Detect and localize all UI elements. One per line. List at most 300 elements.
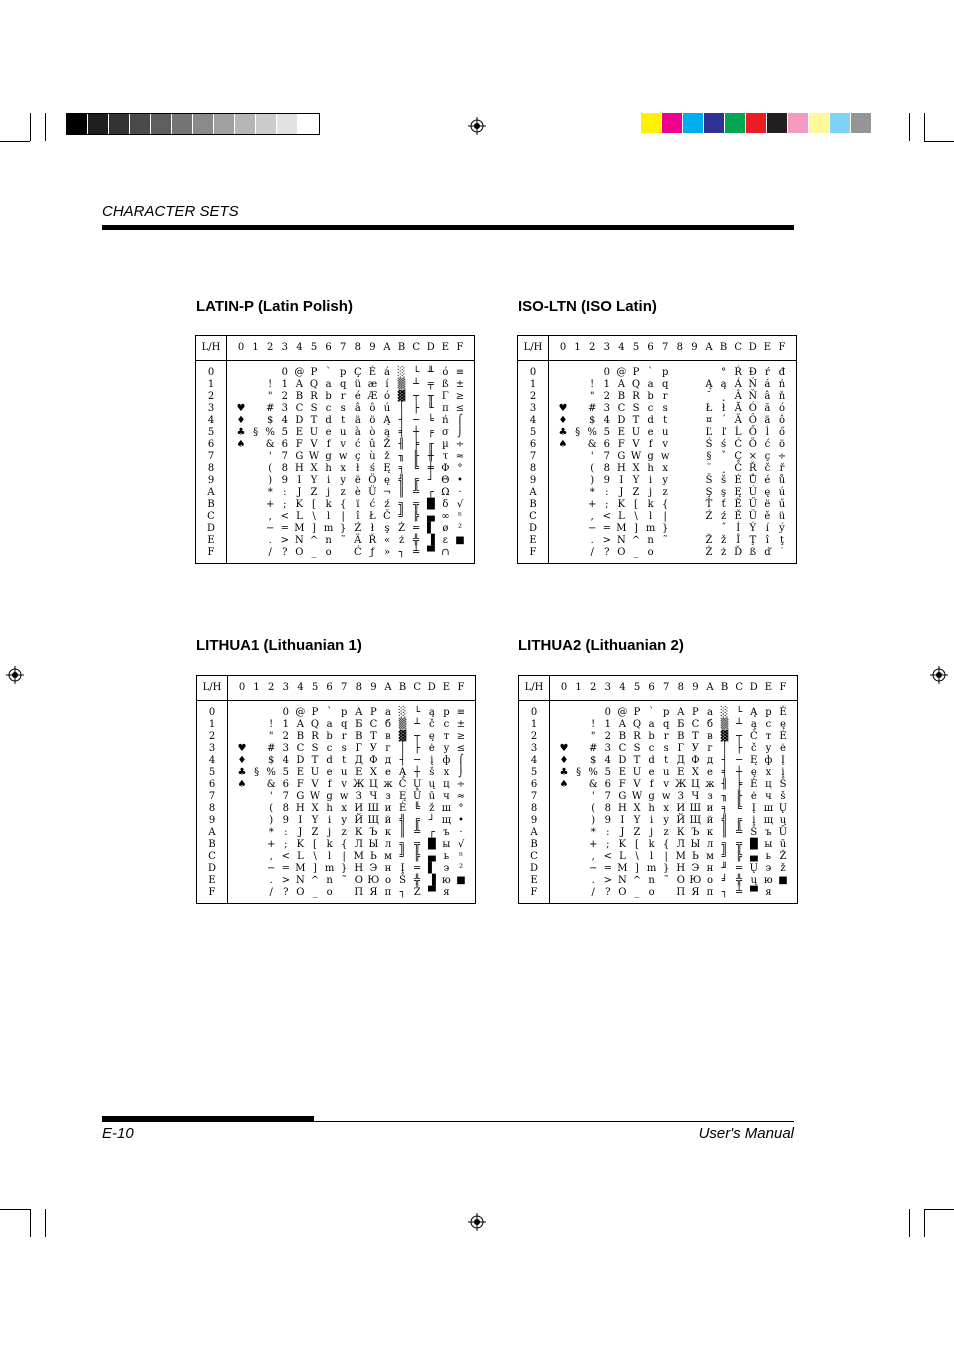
character-cell: G [618,791,627,802]
character-cell: . [591,875,595,886]
character-cell: ö [778,439,786,450]
character-cell: ° [457,463,463,474]
character-cell: < [603,851,612,862]
character-cell: R [632,391,640,402]
character-cell: 2 [603,391,610,402]
character-cell: ▒ [720,719,729,730]
character-cell: ď [764,547,771,558]
character-cell: á [764,379,771,390]
table-corner-label: L/H [197,676,228,700]
character-cell: Š [750,827,758,838]
column-header: 9 [369,342,376,353]
character-cell: ц [765,779,772,790]
character-cell: ç [764,451,771,462]
character-cell: ╝ [398,511,405,522]
character-cell: ø [442,523,449,534]
character-cell: 0 [603,367,610,378]
character-cell: n [325,535,332,546]
character-cell: / [590,547,594,558]
character-cell: F [618,779,626,790]
character-cell: w [661,791,671,802]
character-cell: Ę [750,755,758,766]
column-header: 2 [590,682,597,693]
table-title-lithua2: LITHUA2 (Lithuanian 2) [518,637,684,654]
character-cell: Ą [705,379,713,390]
column-header: F [779,682,787,693]
character-cell: k [647,499,654,510]
character-cell: ž [384,451,390,462]
row-header: 8 [530,803,538,814]
character-cell: W [308,451,320,462]
character-cell: ś [369,463,375,474]
character-cell: H [295,463,304,474]
character-cell: ę [764,487,771,498]
character-cell: ц [443,779,450,790]
character-cell: . [590,535,594,546]
character-cell: Į [400,863,405,874]
column-header: D [427,682,436,693]
crop-mark [0,1209,30,1210]
character-cell: V [310,439,318,450]
column-header: 3 [604,682,611,693]
character-cell: Ė [398,803,407,814]
character-cell: ę [780,719,786,730]
character-cell: > [280,535,289,546]
character-cell: Ą [383,415,391,426]
character-cell: ┬ [414,731,421,742]
character-cell: Ł [705,403,713,414]
character-cell: τ [442,451,449,462]
character-cell: 3 [603,403,610,414]
character-cell: ? [605,887,611,898]
character-cell: ╗ [398,499,405,510]
character-cell: ♦ [236,415,246,426]
character-cell: Т [370,731,377,742]
character-cell: └ [736,707,743,718]
character-cell: # [587,403,597,414]
character-cell: ž [429,803,435,814]
character-cell: c [326,743,333,754]
color-swatch [830,113,851,133]
character-cell: ╛ [721,875,728,886]
character-cell: к [384,827,392,838]
character-cell: ) [590,475,595,486]
character-cell: m [646,863,657,874]
character-cell: O [296,887,305,898]
character-cell: 0 [281,367,288,378]
row-header: B [207,499,215,510]
character-cell: щ [441,815,452,826]
character-cell: c [647,403,654,414]
character-cell: A [295,379,303,390]
character-cell: » [383,547,391,558]
color-swatch [298,114,319,134]
character-cell: × [748,451,757,462]
character-cell: ć [369,499,376,510]
character-cell: I [620,815,625,826]
character-cell: д [384,755,392,766]
row-header: 1 [208,719,216,730]
character-cell: ą [750,719,757,730]
character-cell: D [617,415,626,426]
gray-color-bar [66,113,320,135]
character-cell: ▀ [426,547,435,558]
table-corner-label: L/H [518,336,549,360]
character-cell: Ę [734,487,742,498]
column-header: 4 [296,342,303,353]
row-header: 7 [207,451,215,462]
character-cell: " [590,731,596,742]
character-cell: ╦ [414,839,421,850]
column-header: 3 [282,682,289,693]
character-cell: Ž [383,439,391,450]
character-cell: ˘ [706,391,712,402]
character-cell: ë [764,499,771,510]
character-cell: ╕ [398,463,405,474]
character-cell: 6 [281,439,288,450]
character-cell: ь [765,851,772,862]
character-cell: ` [648,367,654,378]
character-cell: ß [442,379,449,390]
character-cell: Ъ [691,827,700,838]
character-cell: ū [779,839,787,850]
crop-mark [45,113,46,141]
character-cell: 0 [604,707,611,718]
character-cell: § [576,767,582,778]
character-cell: | [664,851,668,862]
row-header: D [206,523,216,534]
character-cell: U [310,767,320,778]
character-cell: S [632,403,640,414]
row-header: 2 [529,391,537,402]
color-swatch [130,114,151,134]
character-cell: $ [590,755,597,766]
character-cell: Ţ [749,535,757,546]
character-cell: Y [311,815,319,826]
character-cell: Y [632,475,640,486]
character-cell: { [341,839,348,850]
character-cell: R [633,731,641,742]
character-cell: ( [590,463,595,474]
character-cell: ♠ [237,779,247,790]
character-cell: ^ [632,875,642,886]
character-cell: ¨ [706,463,712,474]
manual-title: User's Manual [698,1125,794,1142]
character-cell: 9 [281,475,288,486]
row-header: 7 [529,451,537,462]
character-cell: F [296,779,304,790]
character-cell: Ы [690,839,701,850]
character-cell: w [660,451,670,462]
character-cell: â [354,403,361,414]
character-cell: Б [355,719,363,730]
character-cell: = [281,863,290,874]
row-header: 6 [530,779,538,790]
character-cell: p [340,707,348,718]
character-cell: − [265,523,275,534]
character-cell: o [325,547,332,558]
character-cell: F [617,439,625,450]
row-header: 1 [530,719,538,730]
character-cell: T [310,415,318,426]
column-header: B [397,342,406,353]
color-swatch [277,114,298,134]
character-cell: █ [426,499,435,510]
column-header: C [413,682,422,693]
row-header: 0 [208,707,216,718]
character-cell: г [707,743,713,754]
character-cell: , [269,851,273,862]
character-cell: п [384,887,392,898]
character-cell: Č [398,779,407,790]
column-header: D [748,342,757,353]
character-cell: h [647,463,654,474]
character-cell: | [341,511,345,522]
character-cell: ╠ [736,851,743,862]
character-cell: О [676,875,685,886]
character-cell: g [326,791,333,802]
character-cell: i [327,815,332,826]
character-cell: ^ [309,535,319,546]
character-cell: N [296,875,305,886]
character-cell: ò [369,427,376,438]
character-cell: ╧ [413,547,420,558]
color-swatch [214,114,235,134]
row-header: C [529,511,537,522]
character-cell: M [294,523,305,534]
character-cell: & [266,779,276,790]
character-cell: Ų [412,779,422,790]
character-cell: P [311,707,319,718]
character-cell: Я [369,887,378,898]
character-cell: V [311,779,319,790]
character-cell: ŕ [765,367,770,378]
row-header: D [528,523,538,534]
character-cell: Ś [705,439,713,450]
character-cell: % [588,767,598,778]
character-cell: ' [590,451,594,462]
character-cell: л [706,839,714,850]
character-cell: ♣ [558,427,568,438]
character-cell: ы [442,839,451,850]
character-cell: ┌ [427,487,434,498]
row-header: 8 [208,803,216,814]
character-cell: 1 [603,379,610,390]
character-cell: w [339,791,349,802]
character-cell: 8 [281,463,288,474]
character-cell: ╬ [413,535,420,546]
character-cell: \ [634,511,638,522]
character-cell: Ш [689,803,702,814]
character-cell: T [633,755,641,766]
character-cell: ╗ [721,839,728,850]
character-cell: ─ [414,755,421,766]
character-cell: └ [413,367,420,378]
character-cell: C [618,743,627,754]
character-cell: # [265,403,275,414]
character-cell: а [707,707,713,718]
character-cell: š [780,791,786,802]
character-cell: ⌠ [458,755,464,766]
character-cell: и [706,803,714,814]
character-cell: Ж [675,779,687,790]
character-cell: U [632,767,642,778]
character-cell: Ų [778,803,788,814]
character-cell: î [765,535,769,546]
character-cell: 4 [281,415,288,426]
character-cell: u [661,427,669,438]
character-cell: D [295,415,304,426]
character-cell: 1 [282,719,289,730]
character-cell: ╠ [414,851,421,862]
character-cell: Ô [748,415,757,426]
character-cell: [ [634,499,638,510]
character-cell: ü [778,511,786,522]
character-cell: A [617,379,625,390]
character-cell: ╖ [721,791,728,802]
character-cell: Č [383,511,391,522]
character-cell: ╔ [414,815,421,826]
character-cell: ♠ [558,439,568,450]
character-cell: y [663,815,670,826]
character-cell: $ [589,415,596,426]
color-swatch [256,114,277,134]
character-cell: ; [606,839,610,850]
character-cell: k [326,839,333,850]
column-header: 1 [253,682,260,693]
character-cell: 6 [282,779,289,790]
character-cell: ▐ [426,535,435,546]
character-cell: > [281,875,290,886]
character-cell: Ь [692,851,699,862]
character-cell: ╨ [427,367,434,378]
character-cell: ч [443,791,450,802]
character-cell: ý [779,523,785,534]
row-header: 4 [530,755,538,766]
character-cell: T [311,755,319,766]
character-cell: Э [691,863,700,874]
row-header: 6 [529,439,537,450]
character-cell: d [647,415,654,426]
character-cell: я [443,887,450,898]
character-cell: Ž [705,535,713,546]
row-header: 5 [529,427,537,438]
character-cell: E [295,427,304,438]
character-cell: J [620,827,625,838]
character-cell: м [384,851,392,862]
table-corner-label: L/H [519,676,550,700]
character-cell: ă [764,403,771,414]
character-cell: ╚ [736,803,743,814]
row-header: 5 [208,767,216,778]
registration-mark-icon [930,666,948,684]
character-cell: ╣ [399,815,406,826]
character-cell: í [765,523,769,534]
character-cell: ų [750,875,758,886]
character-cell: ╬ [736,875,743,886]
character-cell: Ė [779,707,787,718]
character-cell: ë [354,475,361,486]
column-header: C [734,342,743,353]
character-cell: { [340,499,347,510]
character-cell: d [325,415,332,426]
character-cell: 2 [282,731,289,742]
character-cell: Q [310,719,320,730]
character-cell: É [734,475,742,486]
color-swatch [193,114,214,134]
character-cell: r [662,391,668,402]
character-cell: т [765,731,772,742]
character-cell: ° [721,367,727,378]
character-cell: 2 [604,731,611,742]
character-cell: · [458,487,462,498]
row-header: E [529,535,537,546]
row-header: F [208,887,216,898]
character-cell: ╕ [721,803,728,814]
character-cell: J [619,487,624,498]
character-cell: ⁿ [457,511,463,522]
row-header: 5 [530,767,538,778]
character-cell: л [384,839,392,850]
character-cell: ⌠ [457,415,463,426]
character-cell: ő [778,427,786,438]
character-cell: М [353,851,364,862]
character-cell: ж [383,779,393,790]
character-cell: ╫ [427,451,434,462]
character-cell: q [661,379,669,390]
color-swatch [788,113,809,133]
column-header: E [442,682,451,693]
character-cell: D [296,755,305,766]
character-cell: ≤ [455,403,465,414]
row-header: 6 [207,439,215,450]
character-cell: ≈ [456,791,466,802]
character-cell: f [327,779,332,790]
character-cell: * [589,487,595,498]
character-cell: Đ [748,367,757,378]
character-cell: ♥ [559,743,569,754]
character-cell: h [325,463,332,474]
character-cell: ö [369,415,376,426]
character-cell: j [649,487,653,498]
character-cell: С [691,719,700,730]
column-header: 2 [589,342,596,353]
character-cell: 7 [604,791,611,802]
character-cell: ▄ [426,511,435,522]
color-swatch [88,114,109,134]
character-cell: ô [369,403,376,414]
character-cell: Z [632,487,640,498]
character-cell: z [662,487,668,498]
table-title-lithua1: LITHUA1 (Lithuanian 1) [196,637,362,654]
character-cell: Í [736,523,741,534]
character-cell: + [265,499,275,510]
character-cell: v [663,779,670,790]
character-cell: 1 [604,719,611,730]
character-cell: Ą [398,767,407,778]
character-cell: Ç [734,451,743,462]
character-cell: ? [282,547,288,558]
running-head: CHARACTER SETS [102,203,239,220]
character-cell: ó [778,403,786,414]
character-cell: X [310,463,318,474]
character-cell: P [310,367,318,378]
character-cell: v [340,439,347,450]
character-cell: Й [354,815,364,826]
character-cell: о [384,875,392,886]
character-cell: ╢ [721,779,728,790]
row-header: 2 [530,731,538,742]
